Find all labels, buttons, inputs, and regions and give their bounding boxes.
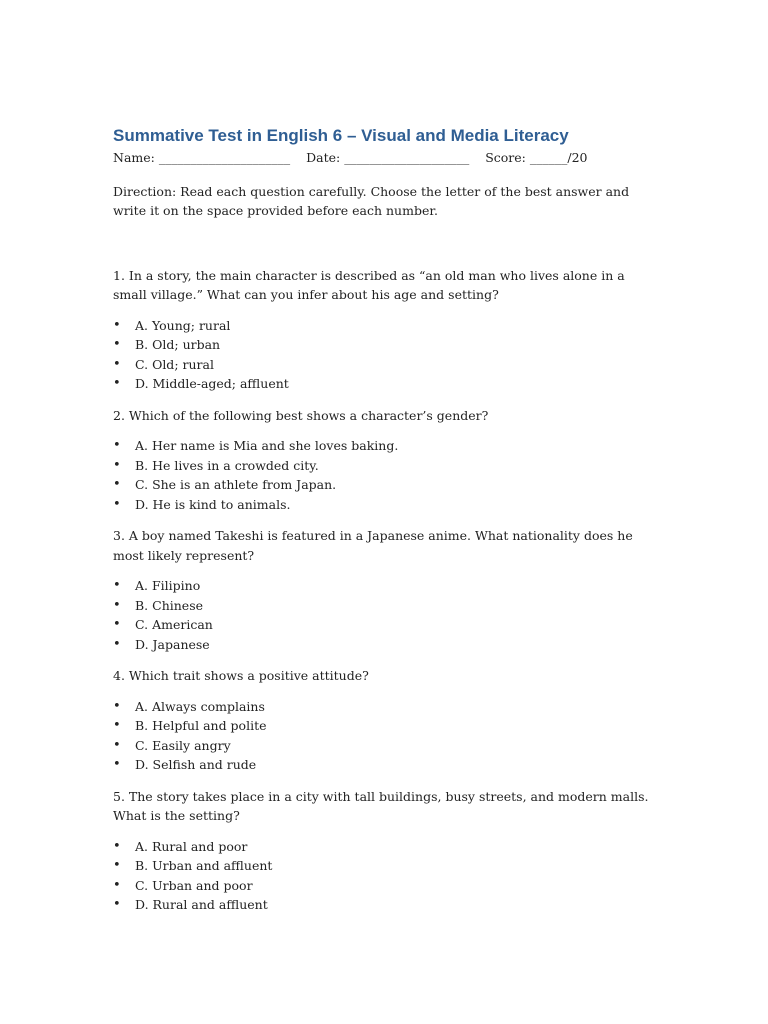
choice-item	[113, 576, 658, 596]
question-text: 1. In a story, the main character is described as “an old man who lives alone in a small village.” What can you infer about his age and setting?	[113, 267, 625, 302]
choice-text: A. Filipino	[135, 578, 201, 593]
date-label: Date:	[306, 150, 341, 165]
choice-text: C. Old; rural	[135, 356, 214, 372]
choice-text: A. Young; rural	[135, 317, 231, 333]
bullet-icon: •	[113, 636, 121, 652]
bullet-icon: •	[113, 617, 121, 632]
choice-item	[113, 335, 658, 355]
date-blank: ____________________	[344, 150, 470, 165]
question-text: 2. Which of the following best shows a character’s gender?	[113, 407, 489, 423]
choice-text: D. Middle-aged; affluent	[135, 376, 289, 391]
question-text: 4. Which trait shows a positive attitude?	[113, 668, 369, 683]
choice-text: D. Japanese	[135, 636, 210, 652]
choice-item	[113, 355, 658, 375]
bullet-icon: •	[113, 438, 121, 453]
choice-text: C. Easily angry	[135, 737, 231, 753]
choice-text: C. She is an athlete from Japan.	[135, 477, 337, 492]
bullet-icon: •	[113, 356, 121, 372]
choice-item	[113, 615, 658, 635]
choice-list	[113, 436, 658, 514]
choice-item	[113, 837, 658, 857]
bullet-icon: •	[113, 597, 121, 613]
bullet-icon: •	[113, 757, 121, 772]
choice-text: C. American	[135, 617, 213, 632]
choice-item	[113, 697, 658, 717]
choice-item	[113, 755, 658, 775]
choice-text: D. He is kind to animals.	[135, 496, 291, 512]
score-label: Score:	[485, 150, 526, 165]
choice-list	[113, 837, 658, 915]
choice-item	[113, 856, 658, 876]
choice-text: A. Her name is Mia and she loves baking.	[135, 438, 399, 453]
bullet-icon: •	[113, 337, 121, 352]
choice-text: D. Rural and affluent	[135, 897, 268, 912]
question-5	[113, 787, 658, 915]
choice-list	[113, 316, 658, 394]
choice-text: B. Old; urban	[135, 337, 221, 352]
question-1	[113, 266, 658, 394]
choice-text: A. Rural and poor	[135, 838, 248, 854]
choice-item	[113, 716, 658, 736]
bullet-icon: •	[113, 496, 121, 512]
bullet-icon: •	[113, 897, 121, 912]
choice-text: B. He lives in a crowded city.	[135, 457, 319, 473]
bullet-icon: •	[113, 737, 121, 753]
choice-text: C. Urban and poor	[135, 877, 253, 893]
choice-item	[113, 596, 658, 616]
bullet-icon: •	[113, 376, 121, 391]
choice-text: D. Selfish and rude	[135, 757, 257, 772]
direction-text: Direction: Read each question carefully. Choose the letter of the best answer and write it on the space provided before each number.	[113, 183, 630, 218]
bullet-icon: •	[113, 838, 121, 854]
choice-item	[113, 475, 658, 495]
bullet-icon: •	[113, 698, 121, 714]
choice-item	[113, 736, 658, 756]
name-blank: _____________________	[158, 150, 291, 165]
choice-item	[113, 316, 658, 336]
choice-list	[113, 576, 658, 654]
test-title: Summative Test in English 6 – Visual and Media Literacy	[113, 126, 569, 145]
choice-item	[113, 374, 658, 394]
question-text: 3. A boy named Takeshi is featured in a Japanese anime. What nationality does he most likely represent?	[113, 528, 633, 563]
question-3	[113, 526, 658, 654]
choice-item	[113, 895, 658, 915]
choice-item	[113, 876, 658, 896]
question-text: 5. The story takes place in a city with tall buildings, busy streets, and modern malls. What is the setting?	[113, 788, 649, 823]
bullet-icon: •	[113, 317, 121, 333]
bullet-icon: •	[113, 877, 121, 893]
question-2	[113, 406, 658, 515]
choice-text: B. Chinese	[135, 597, 204, 613]
bullet-icon: •	[113, 457, 121, 473]
choice-text: B. Helpful and polite	[135, 718, 267, 733]
question-4	[113, 666, 658, 775]
choice-item	[113, 436, 658, 456]
choice-item	[113, 456, 658, 476]
choice-text: A. Always complains	[135, 698, 265, 714]
bullet-icon: •	[113, 858, 121, 873]
score-value: ______/20	[529, 150, 588, 165]
choice-list	[113, 697, 658, 775]
name-label: Name:	[113, 150, 155, 165]
question-list	[113, 266, 658, 915]
bullet-icon: •	[113, 578, 121, 593]
bullet-icon: •	[113, 718, 121, 733]
student-info-line	[113, 148, 658, 168]
choice-item	[113, 495, 658, 515]
choice-item	[113, 635, 658, 655]
document-content	[113, 124, 658, 927]
choice-text: B. Urban and affluent	[135, 858, 273, 873]
bullet-icon: •	[113, 477, 121, 492]
